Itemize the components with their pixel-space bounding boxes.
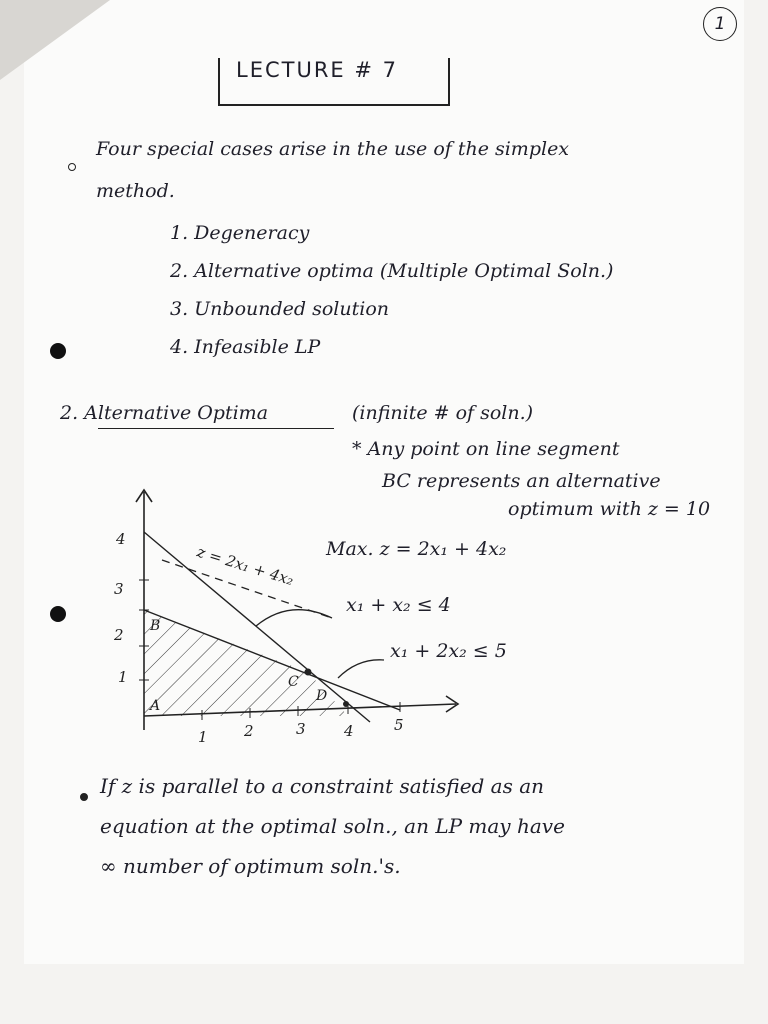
x-tick-label: 1 [198,728,208,746]
intro-line-1: Four special cases arise in the use of the simplex [96,138,570,160]
intro-line-2: method. [96,180,175,202]
x-tick-label: 5 [394,716,404,734]
objective-line-label: z = 2x₁ + 4x₂ [194,542,296,590]
point-c-dot [305,669,312,676]
note-line-3: optimum with z = 10 [508,498,711,520]
case-item: 4. Infeasible LP [170,336,321,358]
constraint-1-arrow [256,610,332,626]
y-tick-label: 2 [114,626,124,644]
corner-smudge [0,0,110,80]
section-heading: 2. Alternative Optima [60,402,269,424]
case-item: 2. Alternative optima (Multiple Optimal Soln.) [170,260,614,282]
binder-hole [50,606,66,622]
y-tick-label: 4 [116,530,126,548]
y-tick-label: 1 [118,668,128,686]
point-d-dot [343,701,349,707]
conclusion-line-3: ∞ number of optimum soln.'s. [100,854,401,878]
binder-hole [50,343,66,359]
point-d-label: D [316,688,328,704]
constraint-2-label: x₁ + 2x₂ ≤ 5 [390,640,507,662]
section-subtitle: (infinite # of soln.) [352,402,534,424]
conclusion-line-1: If z is parallel to a constraint satisfied as an [100,774,545,798]
x-tick-label: 3 [296,720,306,738]
section-underline [98,428,334,429]
x-tick-label: 2 [244,722,254,740]
y-tick-label: 3 [114,580,124,598]
point-b-label: B [150,618,161,634]
case-item: 1. Degeneracy [170,222,310,244]
constraint-1-label: x₁ + x₂ ≤ 4 [346,594,451,616]
page-number: 1 [703,7,737,41]
conclusion-line-2: equation at the optimal soln., an LP may have [100,814,565,838]
note-line-2: BC represents an alternative [382,470,661,492]
objective-function: Max. z = 2x₁ + 4x₂ [326,538,507,560]
bullet-dot [68,163,76,171]
point-a-label: A [150,698,161,714]
lecture-title: LECTURE # 7 [236,58,398,82]
note-line-1: * Any point on line segment [352,438,620,460]
x-tick-label: 4 [344,722,354,740]
case-item: 3. Unbounded solution [170,298,389,320]
bullet-dot [80,793,88,801]
point-c-label: C [288,674,299,690]
constraint-2-arrow [338,660,384,678]
